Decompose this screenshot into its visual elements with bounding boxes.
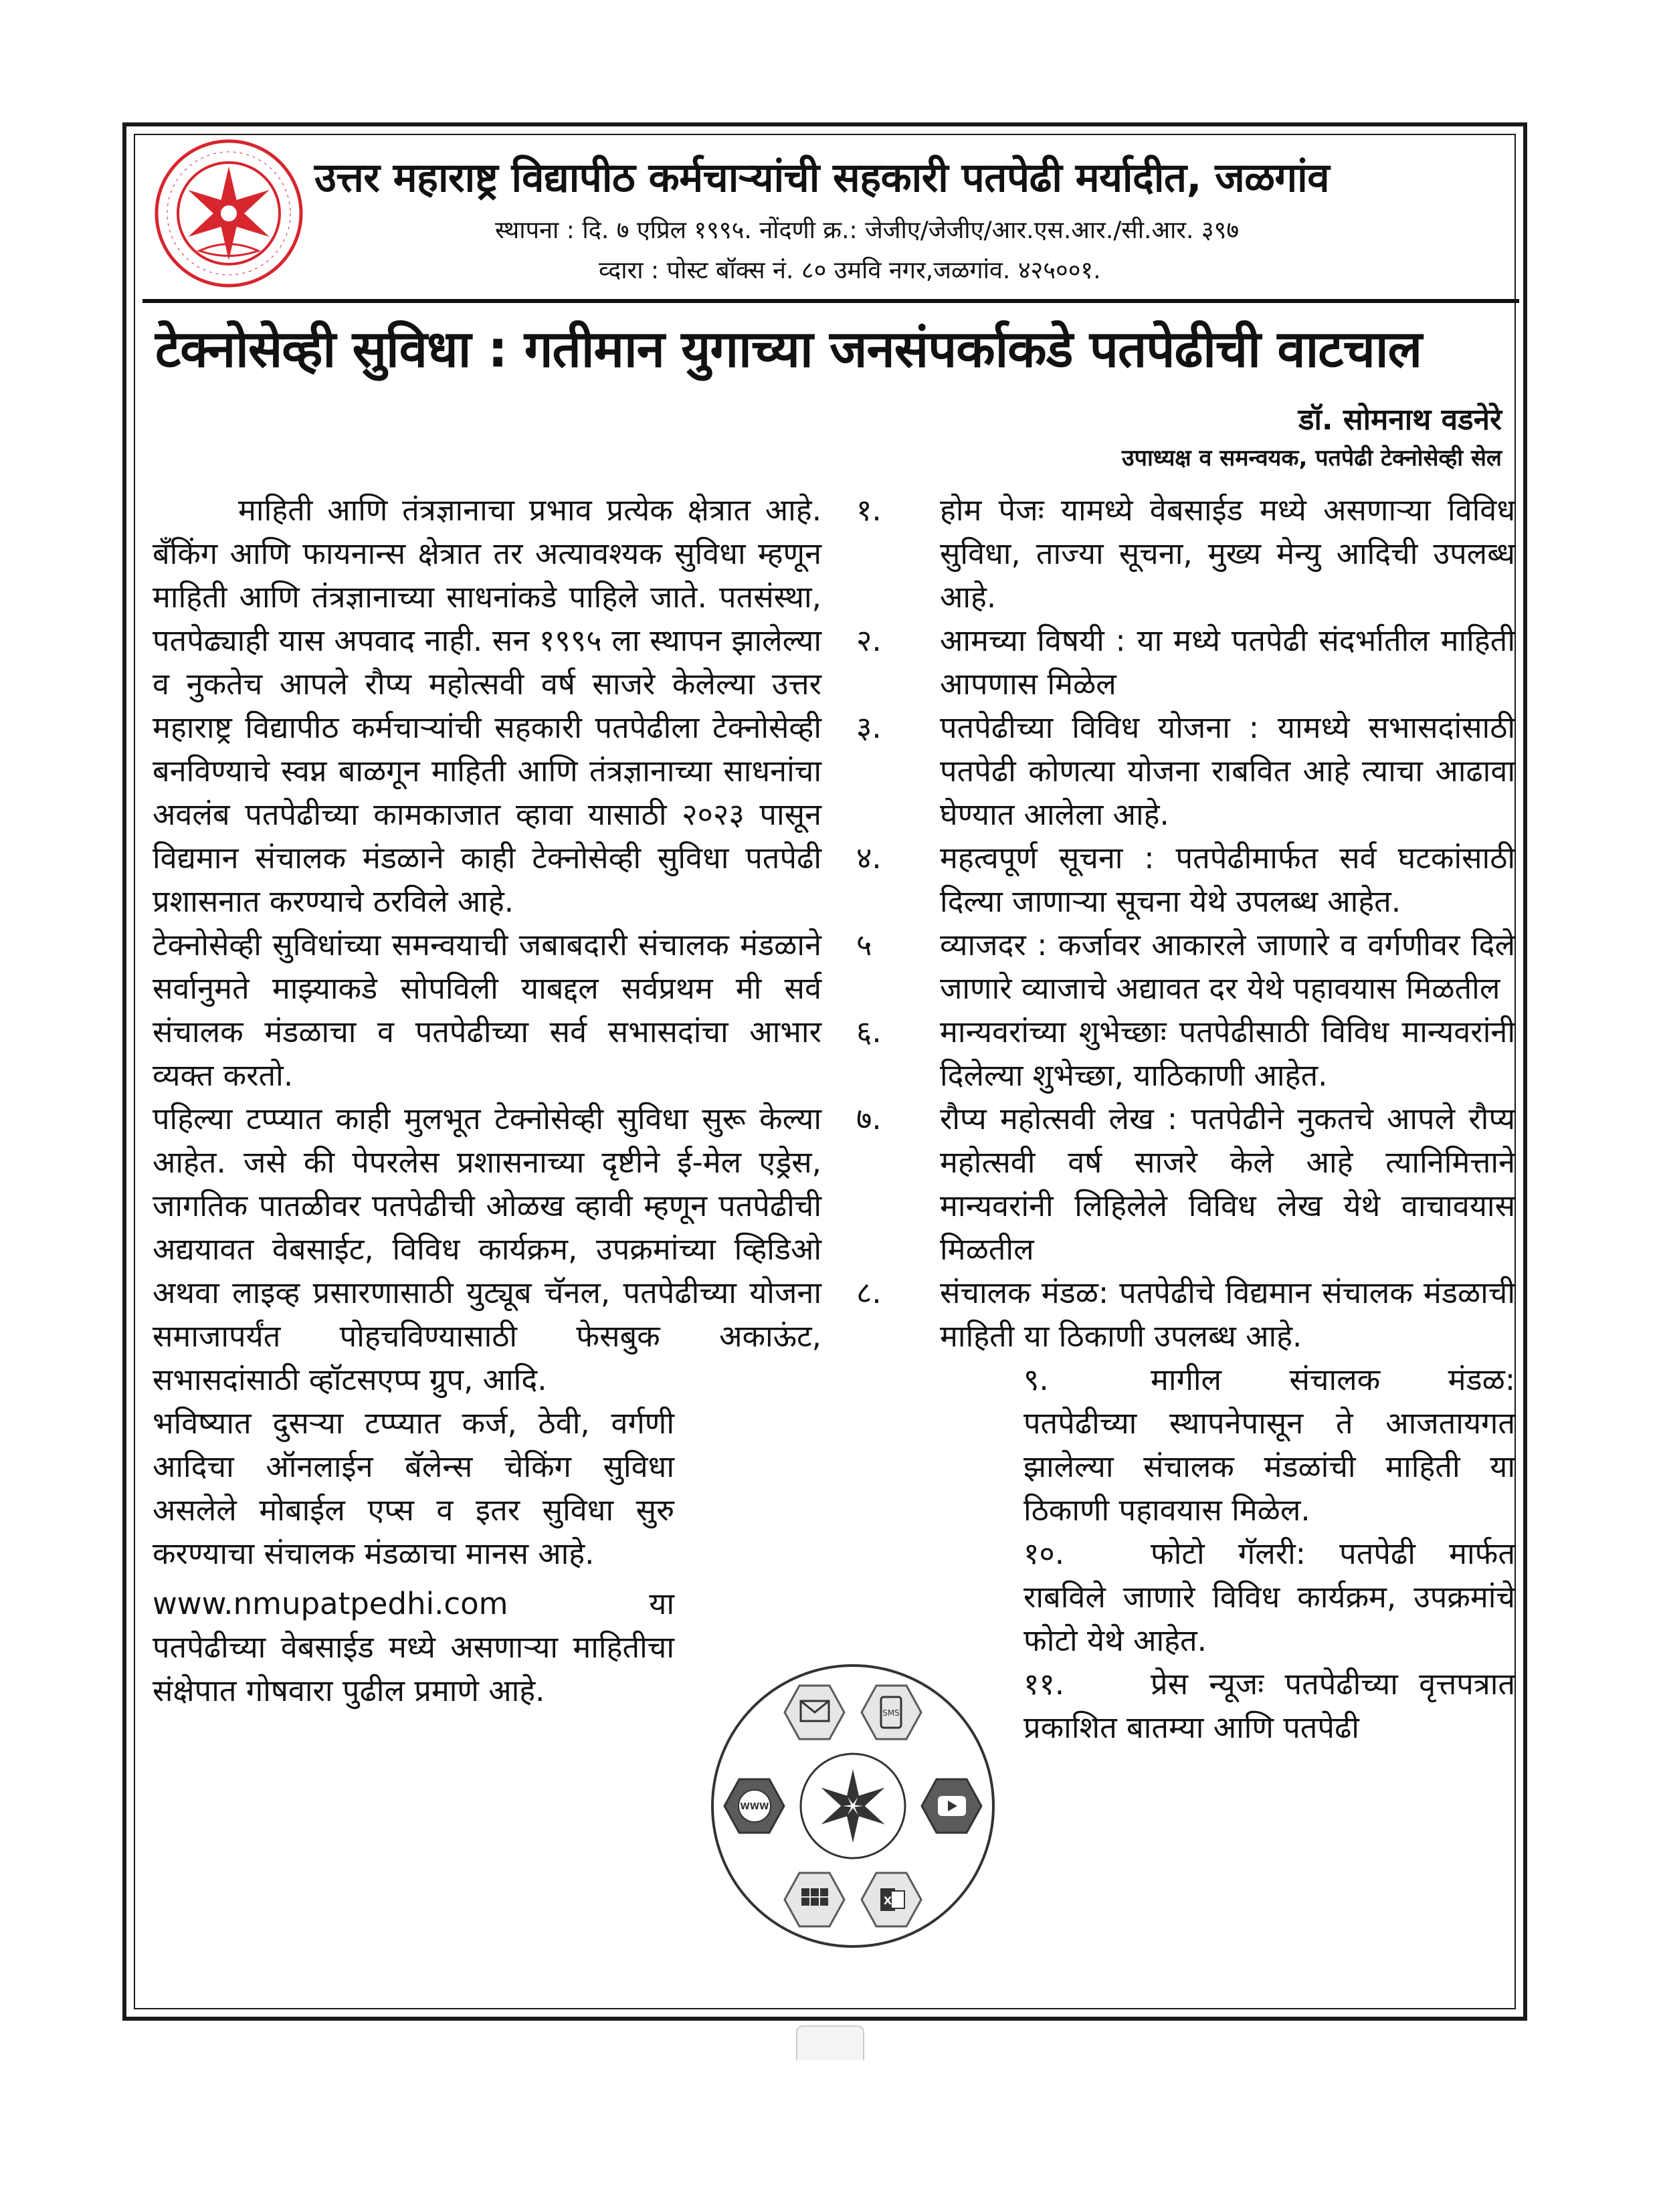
establishment-line: स्थापना : दि. ७ एप्रिल १९९५. नोंदणी क्र.: जेजीए/जेजीए/आर.एस.आर./सी.आर. ३९७: [495, 217, 1240, 244]
list-item-indented: [1023, 1358, 1515, 1532]
list-item-text: मान्यवरांच्या शुभेच्छाः पतपेढीसाठी विविध मान्यवरांनी दिलेल्या शुभेच्छा, याठिकाणी आहेत.: [940, 1014, 1515, 1093]
article-title: टेक्नोसेव्ही सुविधा : गतीमान युगाच्या जनसंपर्काकडे पतपेढीची वाटचाल: [155, 319, 1422, 379]
list-item-number: १.: [856, 492, 882, 528]
list-item-number: ५: [856, 927, 872, 963]
address-line: व्दारा : पोस्ट बॉक्स नं. ८० उमवि नगर,जळगांव. ४२५००१.: [599, 257, 1101, 284]
left-column: [153, 488, 821, 1712]
list-item: [856, 923, 1515, 1010]
website-line: [153, 1582, 674, 1625]
list-item-indented: [1023, 1532, 1515, 1662]
paragraph-phase-one: पहिल्या टप्प्यात काही मुलभूत टेक्नोसेव्ही सुविधा सुरू केल्या आहेत. जसे की पेपरलेस प्रशासनाच्या दृष्टीने ई-मेल एड्रेस, जागतिक पातळीवर पतपेढीची ओळख व्हावी म्हणून पतपेढीची अद्ययावत वेबसाईट, विविध कार्यक्रम, उपक्रमांच्या व्हिडिओ अथवा लाइव्ह प्रसारणासाठी युट्यूब चॅनल, पतपेढीच्या योजना समाजापर्यंत पोहचविण्यासाठी फेसबुक अकाऊंट, सभासदांसाठी व्हॉटसएप्प ग्रुप, आदि.: [153, 1101, 821, 1397]
paragraph-phase-two: भविष्यात दुसऱ्या टप्प्यात कर्ज, ठेवी, वर्गणी आदिचा ऑनलाईन बॅलेन्स चेकिंग सुविधा असलेले मोबाईल एप्स व इतर सुविधा सुरु करण्याचा संचालक मंडळाचा मानस आहे.: [153, 1405, 674, 1571]
sms-label: SMS: [882, 1708, 900, 1718]
list-item-text: संचालक मंडळ: पतपेढीचे विद्यमान संचालक मंडळाची माहिती या ठिकाणी उपलब्ध आहे.: [940, 1275, 1515, 1354]
www-label: WWW: [740, 1802, 769, 1812]
list-item-text: प्रेस न्यूजः पतपेढीच्या वृत्तपत्रात प्रकाशित बातम्या आणि पतपेढी: [1023, 1666, 1515, 1745]
list-item: [856, 488, 1515, 619]
list-item-text: व्याजदर : कर्जावर आकारले जाणारे व वर्गणीवर दिले जाणारे व्याजाचे अद्यावत दर येथे पहावयास मिळतील: [940, 927, 1515, 1006]
list-item-indented: [1023, 1662, 1515, 1749]
list-item-number: ४.: [856, 840, 882, 876]
list-item-number: २.: [856, 623, 882, 658]
paragraph-intro: माहिती आणि तंत्रज्ञानाचा प्रभाव प्रत्येक क्षेत्रात आहे. बँकिंग आणि फायनान्स क्षेत्रात तर अत्यावश्यक सुविधा म्हणून माहिती आणि तंत्रज्ञानाच्या साधनांकडे पाहिले जाते. पतसंस्था, पतपेढ्याही यास अपवाद नाही. सन १९९५ ला स्थापन झालेल्या व नुकतेच आपले रौप्य महोत्सवी वर्ष साजरे केलेल्या उत्तर महाराष्ट्र विद्यापीठ कर्मचाऱ्यांची सहकारी पतपेढीला टेक्नोसेव्ही बनविण्याचे स्वप्न बाळगून माहिती आणि तंत्रज्ञानाच्या साधनांचा अवलंब पतपेढीच्या कामकाजात व्हावा यासाठी २०२३ पासून विद्यमान संचालक मंडळाने काही टेक्नोसेव्ही सुविधा पतपेढी प्रशासनात करण्याचे ठरविले आहे.: [153, 492, 821, 919]
list-item-number: ७.: [856, 1101, 882, 1136]
author-name: डॉ. सोमनाथ वडनेरे: [1298, 403, 1502, 437]
list-item-text: पतपेढीच्या विविध योजना : यामध्ये सभासदांसाठी पतपेढी कोणत्या योजना राबवित आहे त्याचा आढावा घेण्यात आलेला आहे.: [940, 710, 1515, 832]
list-item-number: ८.: [856, 1275, 882, 1310]
list-item: [856, 1010, 1515, 1097]
org-logo-seal: [153, 137, 305, 290]
list-item-number: ११.: [1023, 1666, 1065, 1702]
list-item-text: फोटो गॅलरी: पतपेढी मार्फत राबविले जाणारे विविध कार्यक्रम, उपक्रमांचे फोटो येथे आहेत.: [1023, 1536, 1515, 1658]
list-item: [856, 706, 1515, 836]
list-item: [856, 1097, 1515, 1271]
header-divider: [142, 299, 1519, 303]
right-column: [856, 488, 1515, 1749]
list-item: [856, 1271, 1515, 1358]
technology-icons-graphic: [709, 1662, 997, 1950]
paragraph-summary: पतपेढीच्या वेबसाईड मध्ये असणाऱ्या माहितीचा संक्षेपात गोषवारा पुढील प्रमाणे आहे.: [153, 1629, 674, 1708]
list-item-text: रौप्य महोत्सवी लेख : पतपेढीने नुकतचे आपले रौप्य महोत्सवी वर्ष साजरे केले आहे त्यानिमित्ताने मान्यवरांनी लिहिलेले विविध लेख येथे वाचावयास मिळतील: [940, 1101, 1515, 1267]
page-number-tab: [796, 2025, 864, 2060]
website-link[interactable]: www.nmupatpedhi.com: [153, 1586, 508, 1621]
list-item-text: आमच्या विषयी : या मध्ये पतपेढी संदर्भातील माहिती आपणास मिळेल: [940, 623, 1515, 702]
excel-label: X: [883, 1894, 892, 1907]
list-item-number: ३.: [856, 710, 882, 745]
author-designation: उपाध्यक्ष व समन्वयक, पतपेढी टेक्नोसेव्ही सेल: [1122, 445, 1502, 472]
list-item-number: ६.: [856, 1014, 882, 1049]
list-item-number: ९.: [1023, 1362, 1049, 1397]
org-name: उत्तर महाराष्ट्र विद्यापीठ कर्मचाऱ्यांची सहकारी पतपेढी मर्यादीत, जळगांव: [314, 155, 1330, 201]
list-item: [856, 836, 1515, 923]
list-item-text: होम पेजः यामध्ये वेबसाईड मध्ये असणाऱ्या विविध सुविधा, ताज्या सूचना, मुख्य मेन्यु आदिची उपलब्ध आहे.: [940, 492, 1515, 615]
paragraph-responsibility: टेक्नोसेव्ही सुविधांच्या समन्वयाची जबाबदारी संचालक मंडळाने सर्वानुमते माझ्याकडे सोपविली याबद्दल सर्वप्रथम मी सर्व संचालक मंडळाचा व पतपेढीच्या सर्व सभासदांचा आभार व्यक्त करतो.: [153, 927, 821, 1093]
website-suffix: या: [649, 1586, 674, 1621]
list-item-text: महत्वपूर्ण सूचना : पतपेढीमार्फत सर्व घटकांसाठी दिल्या जाणाऱ्या सूचना येथे उपलब्ध आहेत.: [940, 840, 1515, 919]
list-item: [856, 619, 1515, 706]
list-item-text: मागील संचालक मंडळ: पतपेढीच्या स्थापनेपासून ते आजतायगत झालेल्या संचालक मंडळांची माहिती या ठिकाणी पहावयास मिळेल.: [1023, 1362, 1515, 1528]
list-item-number: १०.: [1023, 1536, 1065, 1571]
